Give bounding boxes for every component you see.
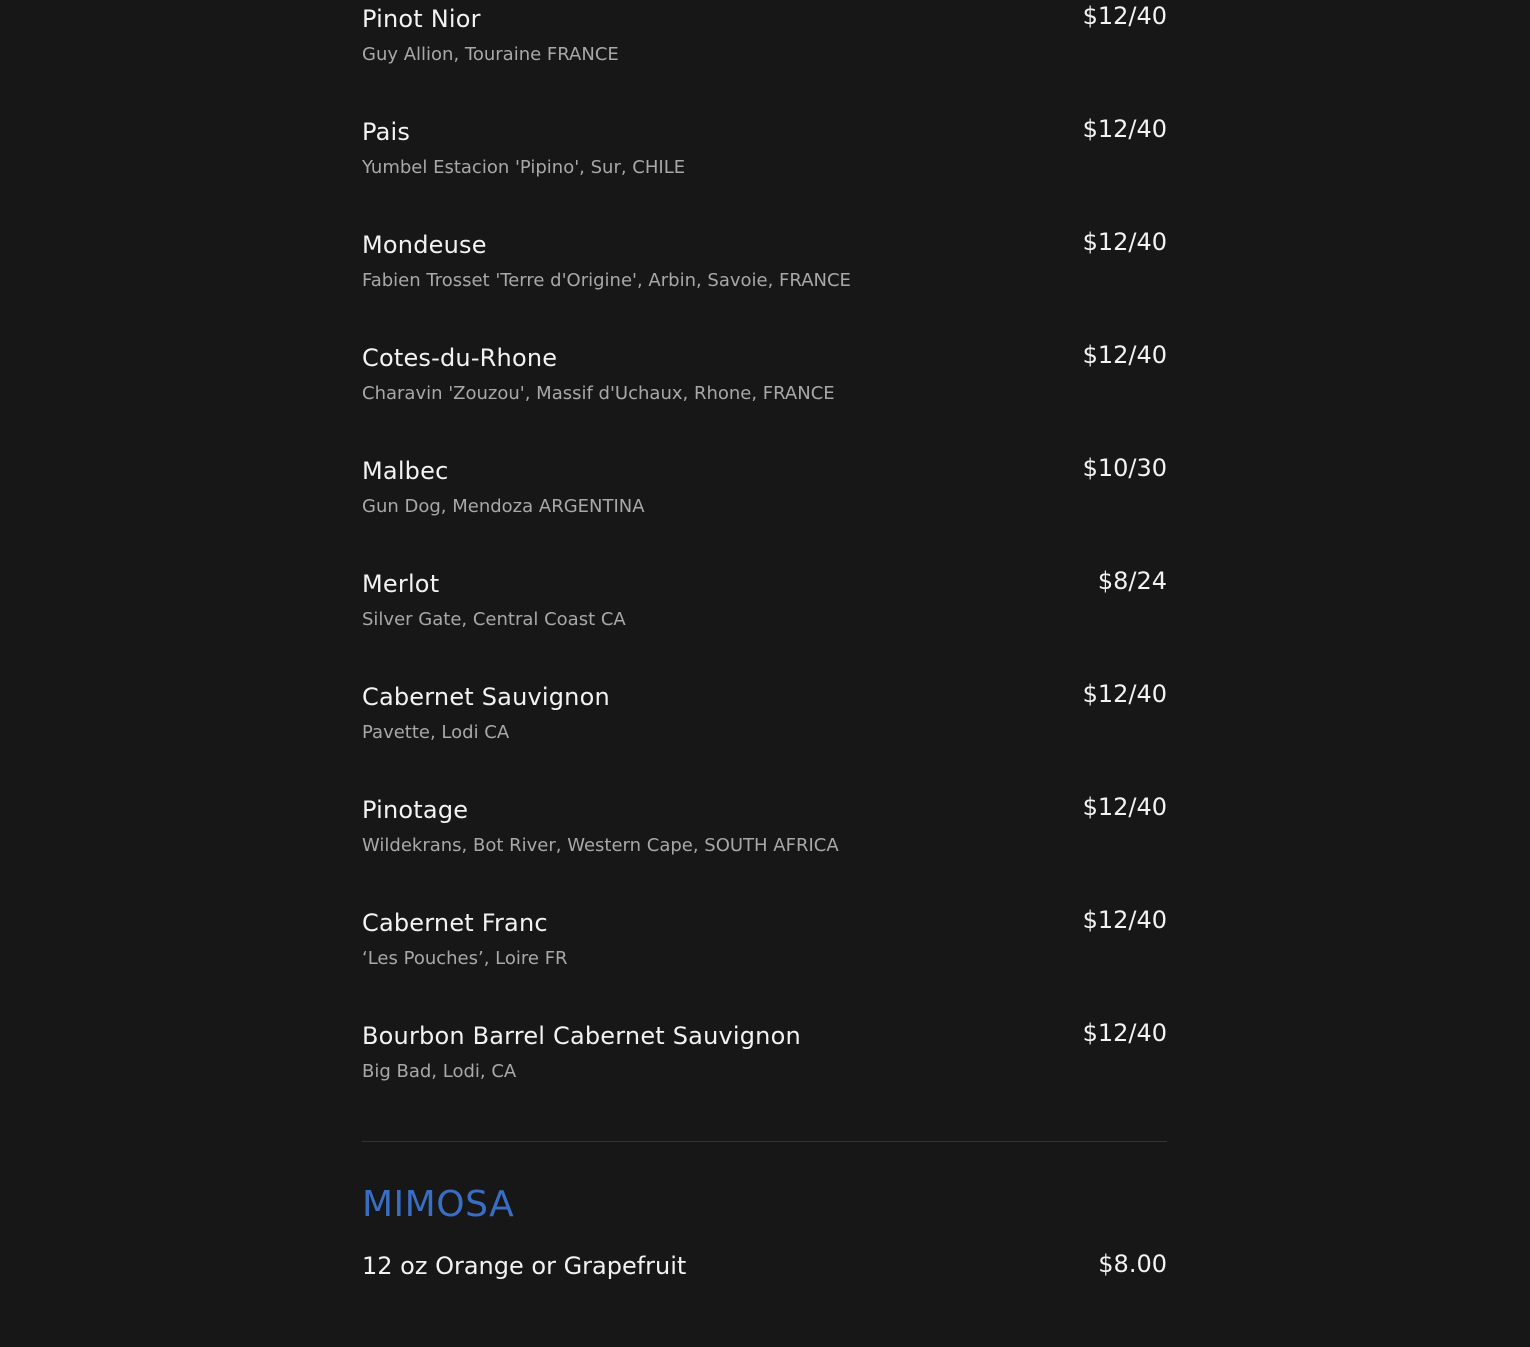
wine-list [362,0,1167,1130]
item-description: Big Bad, Lodi, CA [362,1061,517,1082]
item-description: Guy Allion, Touraine FRANCE [362,44,619,65]
item-name: Malbec [362,457,449,485]
menu-item-bourbon-barrel-cabernet [362,1017,1167,1130]
item-price: $8.00 [1098,1250,1167,1278]
menu-item-mondeuse [362,226,1167,339]
item-price: $12/40 [1082,341,1167,369]
menu-item-pais [362,113,1167,226]
item-description: Fabien Trosset 'Terre d'Origine', Arbin, Savoie, FRANCE [362,270,851,291]
item-price: $12/40 [1082,228,1167,256]
item-description: Silver Gate, Central Coast CA [362,609,626,630]
item-name: Pais [362,118,411,146]
menu-item-cabernet-sauvignon [362,678,1167,791]
item-name: Mondeuse [362,231,487,259]
item-price: $12/40 [1082,2,1167,30]
item-name: Merlot [362,570,440,598]
item-name: Bourbon Barrel Cabernet Sauvignon [362,1022,801,1050]
item-description: ‘Les Pouches’, Loire FR [362,948,568,969]
menu-item-malbec [362,452,1167,565]
item-name: Cabernet Sauvignon [362,683,610,711]
item-name: Pinot Nior [362,5,481,33]
item-price: $12/40 [1082,906,1167,934]
item-description: Yumbel Estacion 'Pipino', Sur, CHILE [362,157,686,178]
menu-item-merlot [362,565,1167,678]
item-name: Pinotage [362,796,469,824]
menu-item-pinotage [362,791,1167,904]
item-price: $12/40 [1082,1019,1167,1047]
item-description: Wildekrans, Bot River, Western Cape, SOUTH AFRICA [362,835,839,856]
menu-item-cabernet-franc [362,904,1167,1017]
item-price: $10/30 [1082,454,1167,482]
item-price: $12/40 [1082,680,1167,708]
item-price: $8/24 [1097,567,1167,595]
section-title-mimosa: MIMOSA [362,1184,515,1225]
section-divider [362,1141,1167,1142]
item-price: $12/40 [1082,115,1167,143]
item-description: Gun Dog, Mendoza ARGENTINA [362,496,645,517]
item-name: Cabernet Franc [362,909,548,937]
item-price: $12/40 [1082,793,1167,821]
item-description: Pavette, Lodi CA [362,722,510,743]
menu-item-pinot-nior [362,0,1167,113]
item-description: Charavin 'Zouzou', Massif d'Uchaux, Rhone, FRANCE [362,383,835,404]
menu-item-mimosa [362,1248,1167,1288]
item-name: 12 oz Orange or Grapefruit [362,1252,687,1280]
menu-item-cotes-du-rhone [362,339,1167,452]
item-name: Cotes-du-Rhone [362,344,558,372]
